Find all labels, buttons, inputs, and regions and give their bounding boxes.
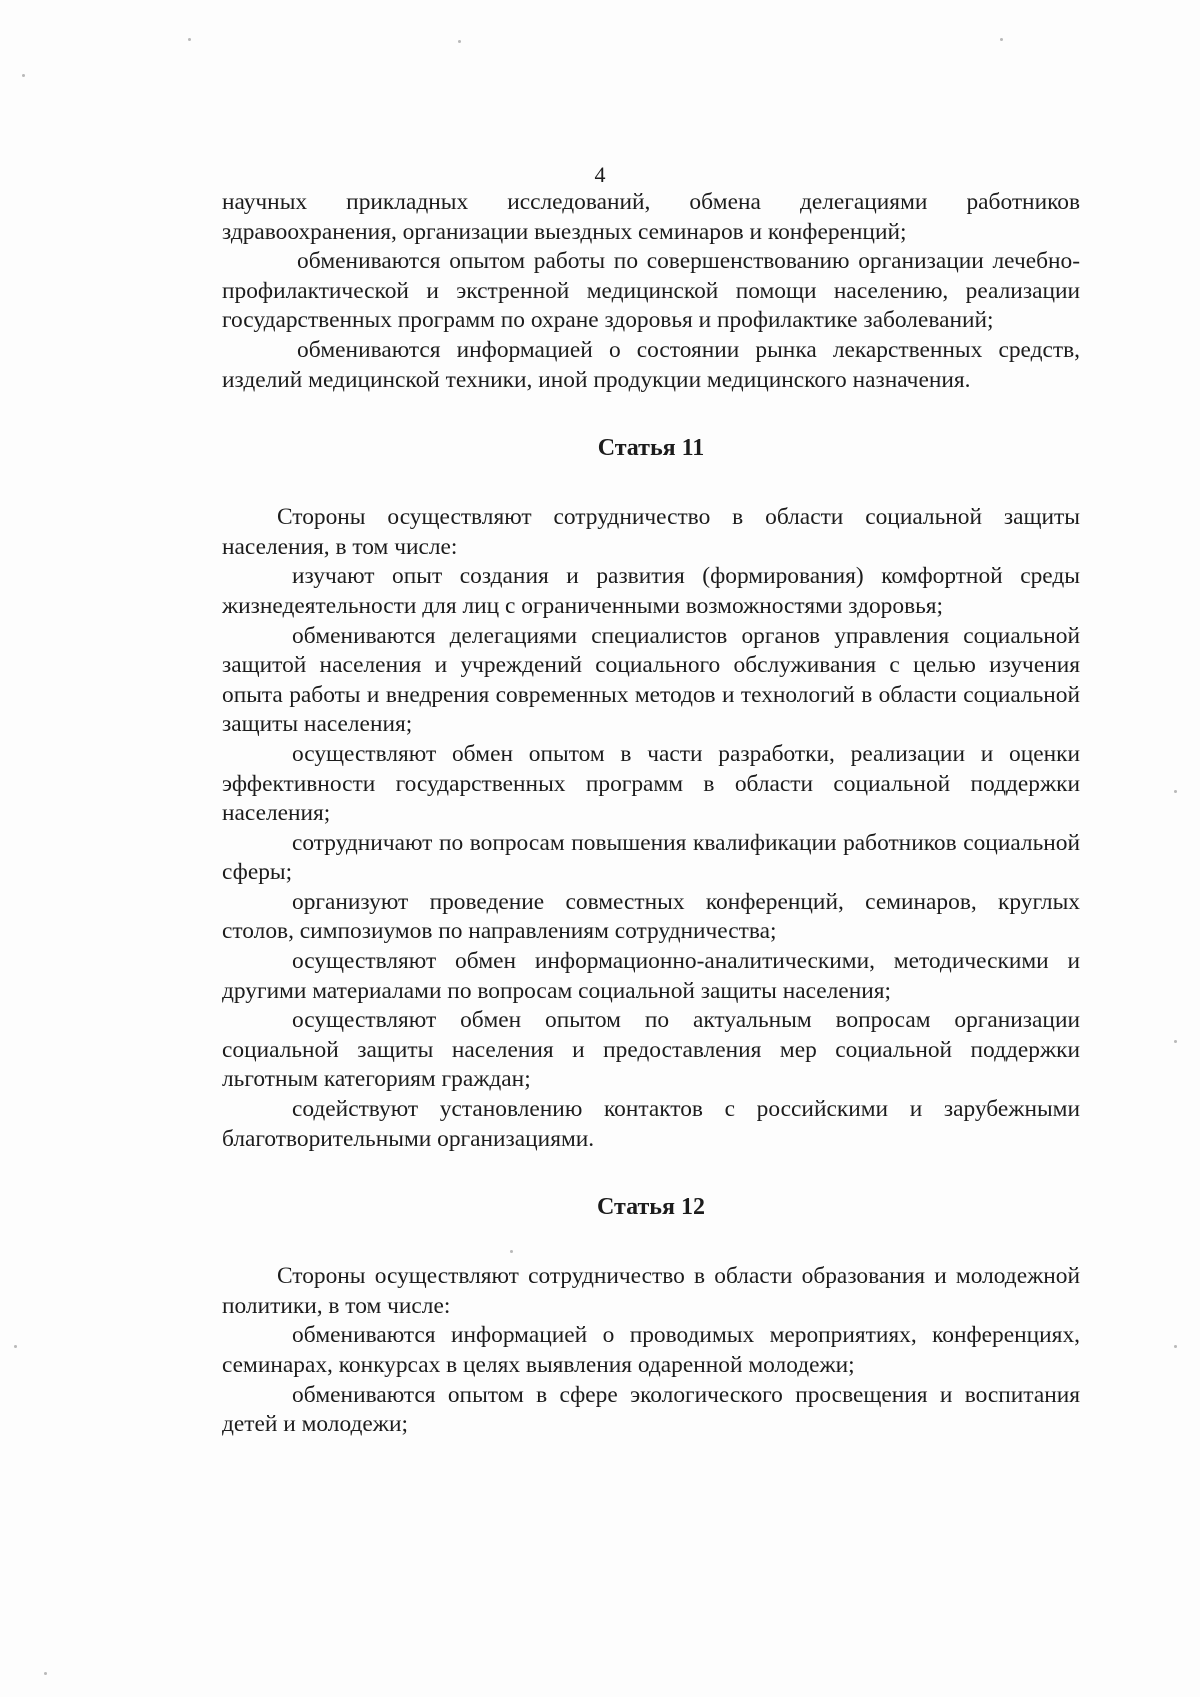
scan-speck [14, 1345, 17, 1348]
document-body [222, 188, 1080, 1440]
continuation-paragraph: обмениваются опытом работы по совершенствованию организации лечебно-профилактической и экстренной медицинской помощи населению, реализации государственных программ по охране здоровья и профилактике заболеваний; [222, 248, 1080, 334]
scan-speck [458, 40, 461, 43]
article-12-item: обмениваются информацией о проводимых мероприятиях, конференциях, семинарах, конкурсах в целях выявления одаренной молодежи; [222, 1322, 1080, 1378]
article-11-item: организуют проведение совместных конференций, семинаров, круглых столов, симпозиумов по направлениям сотрудничества; [222, 888, 1080, 945]
article-12-heading: Статья 12 [597, 1194, 705, 1221]
continuation-paragraph: научных прикладных исследований, обмена делегациями работников здравоохранения, организации выездных семинаров и конференций; [222, 189, 1080, 245]
article-11-item: обмениваются делегациями специалистов органов управления социальной защитой населения и учреждений социального обслуживания с целью изучения опыта работы и внедрения современных методов и технологий в области социальной защиты населения; [222, 622, 1080, 738]
scan-speck [1000, 38, 1003, 41]
continuation-paragraph: обмениваются информацией о состоянии рынка лекарственных средств, изделий медицинской техники, иной продукции медицинского назначения. [222, 336, 1080, 393]
scan-speck [22, 74, 25, 77]
scan-speck [188, 38, 191, 41]
page-number: 4 [594, 162, 606, 187]
spacer [222, 1222, 1080, 1262]
article-11-item: осуществляют обмен информационно-аналитическими, методическими и другими материалами по вопросам социальной защиты населения; [222, 948, 1080, 1004]
article-11 [222, 503, 1080, 1154]
scan-speck [1174, 1345, 1177, 1348]
scan-speck [510, 1250, 513, 1253]
article-12-item: обмениваются опытом в сфере экологического просвещения и воспитания детей и молодежи; [222, 1381, 1080, 1438]
article-11-intro: Стороны осуществляют сотрудничество в области социальной защиты населения, в том числе: [222, 504, 1080, 560]
article-11-item: содействуют установлению контактов с российскими и зарубежными благотворительными организациями. [222, 1096, 1080, 1152]
spacer [222, 1154, 1080, 1192]
article-12-intro: Стороны осуществляют сотрудничество в области образования и молодежной политики, в том числе: [222, 1263, 1080, 1319]
scan-speck [1174, 790, 1177, 793]
spacer [222, 395, 1080, 433]
article-11-item: осуществляют обмен опытом в части разработки, реализации и оценки эффективности государственных программ в области социальной поддержки населения; [222, 740, 1080, 827]
article-11-item: изучают опыт создания и развития (формирования) комфортной среды жизнедеятельности для лиц с ограниченными возможностями здоровья; [222, 563, 1080, 619]
article-11-heading: Статья 11 [597, 435, 705, 462]
article-11-item: осуществляют обмен опытом по актуальным вопросам организации социальной защиты населения и предоставления мер социальной поддержки льготным категориям граждан; [222, 1007, 1080, 1093]
spacer [222, 463, 1080, 503]
article-12 [222, 1262, 1080, 1440]
scan-speck [44, 1672, 47, 1675]
article-11-item: сотрудничают по вопросам повышения квалификации работников социальной сферы; [222, 829, 1080, 886]
scan-speck [1174, 1040, 1177, 1043]
